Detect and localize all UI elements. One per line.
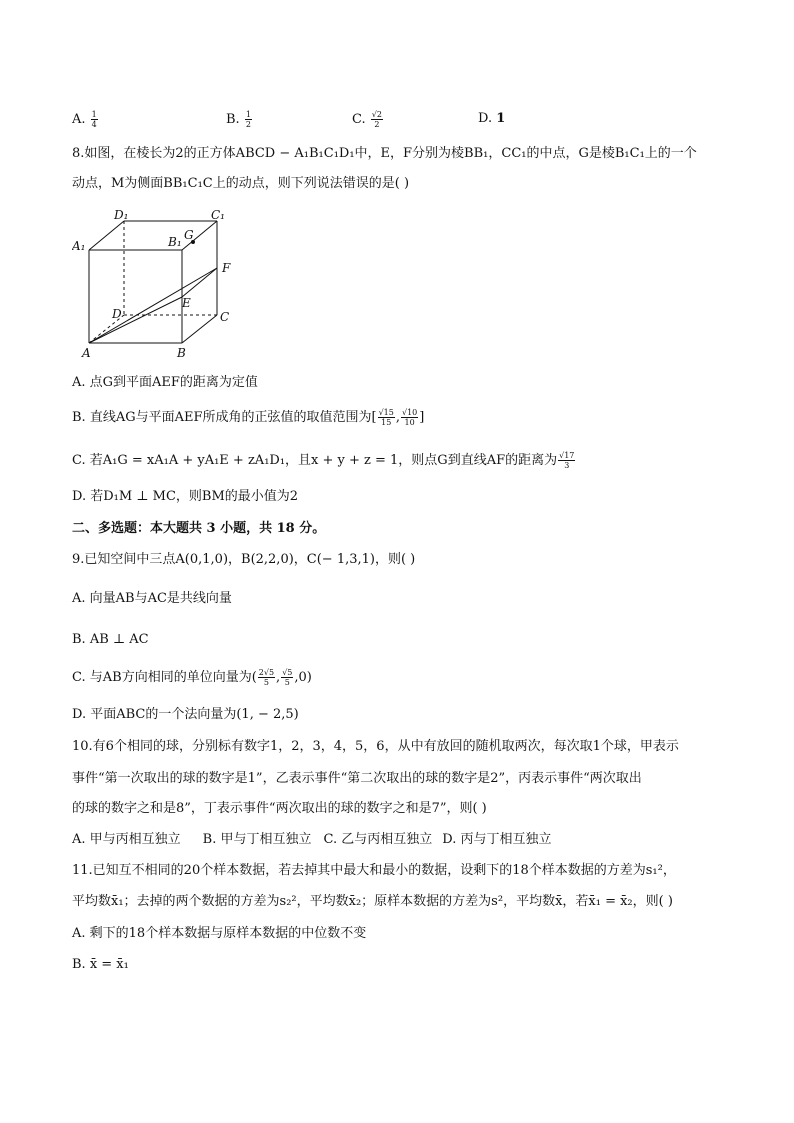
fraction — [91, 110, 98, 129]
option-label: D. — [478, 111, 493, 126]
q10-option-d: D. 丙与丁相互独立 — [442, 832, 552, 847]
option-text: ] — [419, 410, 425, 425]
label-b: B — [177, 346, 186, 360]
q10-stem-line1: 10.有6个相同的球，分别标有数字1，2，3，4，5，6，从中有放回的随机取两次，每次取1个球，甲表示 — [72, 739, 679, 754]
q8-option-a: A. 点G到平面AEF的距离为定值 — [72, 375, 258, 390]
q7-option-d — [478, 111, 505, 126]
cube-figure — [72, 205, 252, 360]
q9-option-a: A. 向量AB与AC是共线向量 — [72, 591, 232, 606]
q10-options — [72, 830, 551, 850]
q9-stem: 9.已知空间中三点A(0,1,0)，B(2,2,0)，C(− 1,3,1)，则( ) — [72, 552, 416, 567]
label-c1: C₁ — [211, 208, 225, 222]
numerator: √10 — [401, 408, 418, 417]
fraction — [371, 110, 383, 129]
fraction — [378, 408, 395, 427]
segment-af — [89, 268, 217, 343]
q8-option-d: D. 若D₁M ⊥ MC，则BM的最小值为2 — [72, 489, 299, 504]
section-heading: 二、多选题：本大题共 3 小题，共 18 分。 — [72, 521, 326, 536]
q8-option-c — [72, 451, 576, 471]
label-a: A — [82, 346, 91, 360]
option-value: 1 — [496, 111, 506, 126]
q10-stem-line3: 的球的数字之和是8”，丁表示事件“两次取出的球的数字之和是7”，则( ) — [72, 801, 487, 816]
q11-option-b: B. x̄ = x̄₁ — [72, 957, 129, 972]
numerator: √5 — [282, 668, 293, 677]
fraction — [401, 408, 418, 427]
label-b1: B₁ — [168, 235, 182, 249]
numerator: 1 — [245, 110, 251, 119]
q11-option-a: A. 剩下的18个样本数据与原样本数据的中位数不变 — [72, 926, 367, 941]
option-text: ,0) — [294, 670, 312, 685]
label-d: D — [112, 307, 122, 321]
numerator: √2 — [371, 110, 382, 119]
denominator: 15 — [381, 418, 392, 427]
label-e: E — [182, 296, 191, 310]
label-a1: A₁ — [72, 239, 86, 253]
edge-a1d1 — [89, 221, 124, 250]
denominator: 3 — [564, 461, 570, 470]
numerator: √15 — [378, 408, 394, 417]
numerator: 1 — [91, 110, 97, 119]
q10-option-c: C. 乙与丙相互独立 — [323, 832, 433, 847]
denominator: 5 — [284, 678, 290, 687]
label-d1: D₁ — [114, 208, 129, 222]
label-f: F — [222, 261, 231, 275]
q9-option-c: C. 与AB方向相同的单位向量为( $\frac{2√5}{5}$ , $\frac{√5}{5}$ ,0) — [72, 668, 312, 687]
label-g: G — [184, 228, 194, 242]
fraction — [281, 668, 293, 687]
denominator: 5 — [263, 678, 269, 687]
q9-option-d: D. 平面ABC的一个法向量为(1, − 2,5) — [72, 707, 299, 722]
q8-stem-line2: 动点，M为侧面BB₁C₁C上的动点，则下列说法错误的是( ) — [72, 176, 410, 191]
fraction — [245, 110, 252, 129]
q7-option-c — [352, 110, 384, 129]
denominator: 2 — [374, 120, 380, 129]
numerator: 2√5 — [258, 668, 275, 677]
q10-stem-line2: 事件“第一次取出的球的数字是1”，乙表示事件“第二次取出的球的数字是2”，丙表示事件“两次取出 — [72, 771, 642, 786]
option-text: C. 与AB方向相同的单位向量为( — [72, 670, 257, 685]
option-text: C. 若A₁G = xA₁A + yA₁E + zA₁D₁，且x + y + z = 1，则点G到直线AF的距离为 — [72, 453, 558, 468]
segment-ae — [89, 297, 182, 343]
q8-stem-line1: 8.如图，在棱长为2的正方体ABCD − A₁B₁C₁D₁中，E，F分别为棱BB₁，CC₁的中点，G是棱B₁C₁上的一个 — [72, 146, 697, 161]
option-label: B. — [226, 112, 240, 127]
q11-stem-line1: 11.已知互不相同的20个样本数据，若去掉其中最大和最小的数据，设剩下的18个样本数据的方差为s₁²， — [72, 863, 676, 878]
q7-option-b — [226, 110, 253, 129]
segment-ef — [182, 268, 217, 297]
q9-option-b: B. AB ⊥ AC — [72, 632, 149, 647]
q7-option-a — [72, 110, 99, 129]
denominator: 2 — [245, 120, 251, 129]
option-text: B. 直线AG与平面AEF所成角的正弦值的取值范围为[ — [72, 410, 377, 425]
label-c: C — [220, 310, 230, 324]
q10-option-b: B. 甲与丁相互独立 — [202, 832, 312, 847]
fraction — [558, 451, 575, 470]
option-label: A. — [72, 112, 86, 127]
q10-option-a: A. 甲与丙相互独立 — [72, 832, 181, 847]
edge-bc — [182, 315, 217, 343]
q8-option-b: B. 直线AG与平面AEF所成角的正弦值的取值范围为[ $\frac{√15}{15}$ , $\frac{√10}{10}$ ] — [72, 408, 425, 427]
denominator: 10 — [404, 418, 415, 427]
q11-stem-line2: 平均数x̄₁；去掉的两个数据的方差为s₂²，平均数x̄₂；原样本数据的方差为s²，平均数x̄，若x̄₁ = x̄₂，则( ) — [72, 894, 673, 909]
numerator: √17 — [559, 451, 575, 460]
option-label: C. — [352, 112, 366, 127]
fraction — [258, 668, 275, 687]
denominator: 4 — [91, 120, 97, 129]
